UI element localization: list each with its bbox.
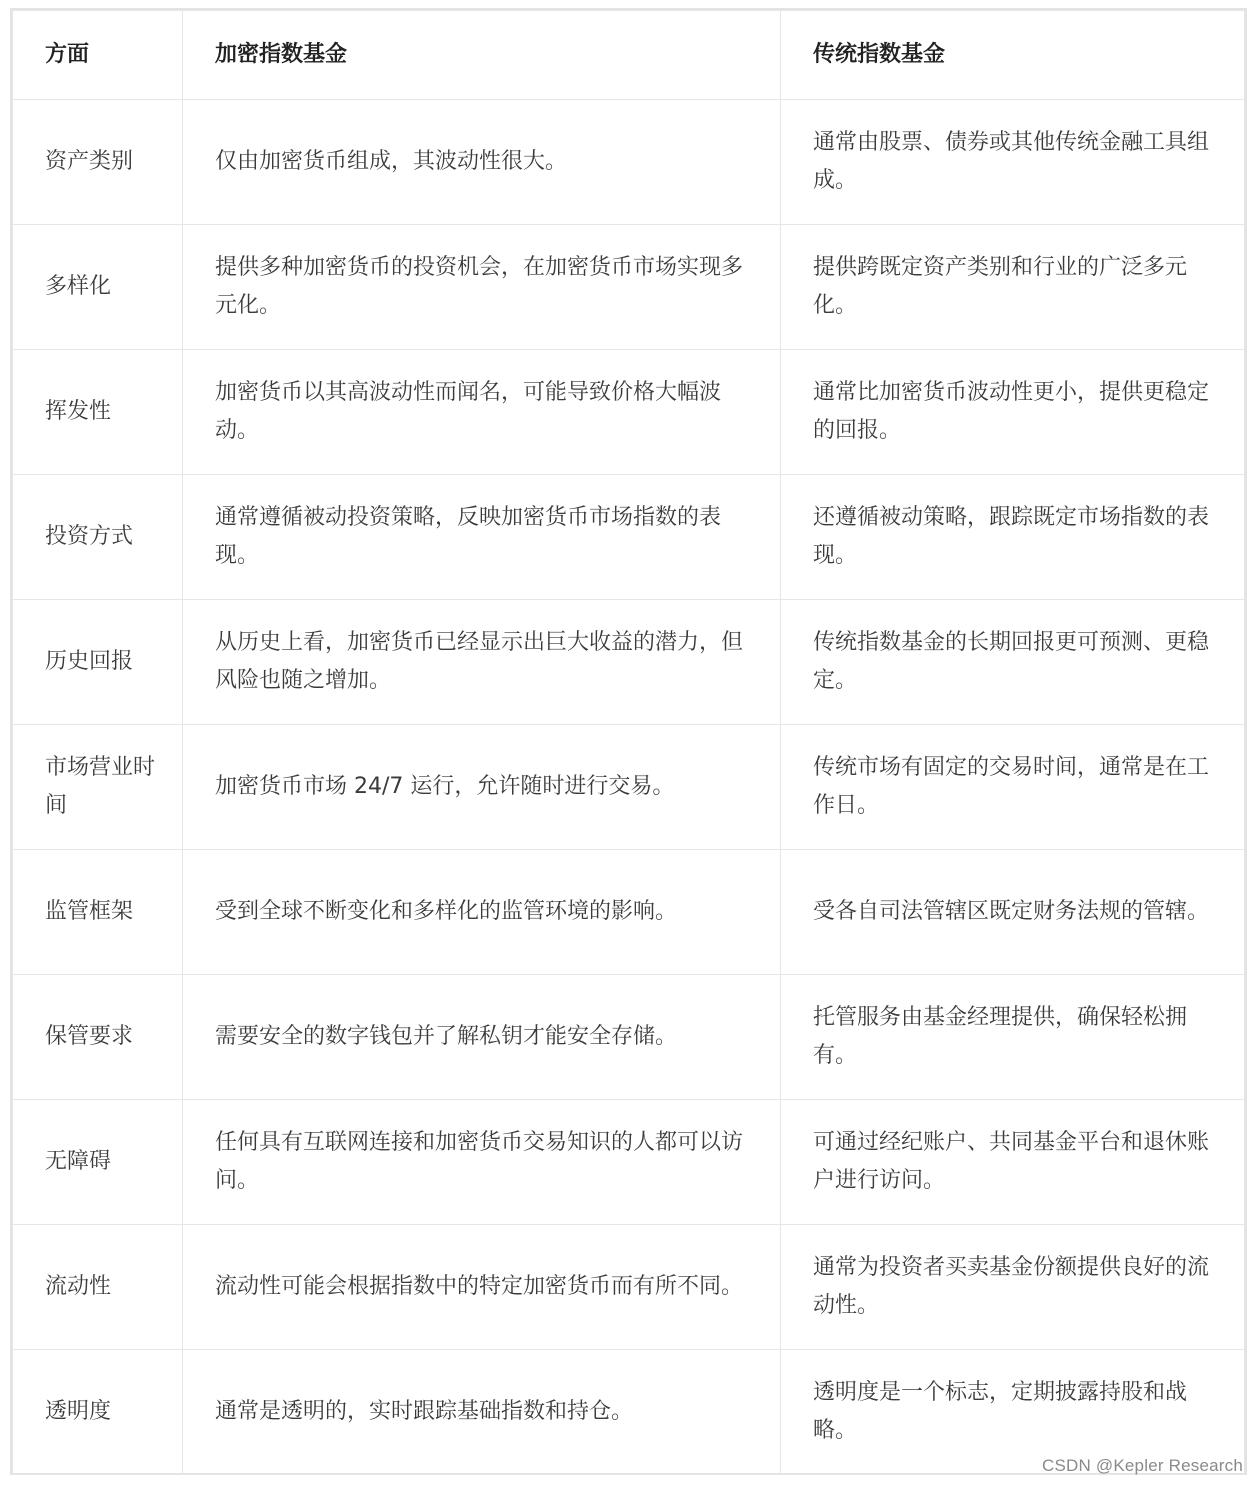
cell-traditional: 通常由股票、债券或其他传统金融工具组成。 — [781, 100, 1245, 225]
cell-aspect: 流动性 — [13, 1225, 183, 1350]
table-row — [13, 725, 1245, 850]
cell-crypto: 需要安全的数字钱包并了解私钥才能安全存储。 — [183, 975, 781, 1100]
cell-traditional: 透明度是一个标志，定期披露持股和战略。 — [781, 1350, 1245, 1475]
header-row — [13, 11, 1245, 100]
cell-aspect: 透明度 — [13, 1350, 183, 1475]
cell-aspect: 投资方式 — [13, 475, 183, 600]
table-row — [13, 975, 1245, 1100]
cell-aspect: 无障碍 — [13, 1100, 183, 1225]
cell-crypto: 通常遵循被动投资策略，反映加密货币市场指数的表现。 — [183, 475, 781, 600]
cell-crypto: 加密货币市场 24/7 运行，允许随时进行交易。 — [183, 725, 781, 850]
cell-aspect: 资产类别 — [13, 100, 183, 225]
cell-aspect: 多样化 — [13, 225, 183, 350]
table-row — [13, 100, 1245, 225]
cell-aspect: 监管框架 — [13, 850, 183, 975]
table-body — [13, 100, 1245, 1475]
header-crypto-index-fund: 加密指数基金 — [183, 11, 781, 100]
cell-aspect: 历史回报 — [13, 600, 183, 725]
cell-traditional: 通常比加密货币波动性更小，提供更稳定的回报。 — [781, 350, 1245, 475]
cell-aspect: 市场营业时间 — [13, 725, 183, 850]
table-row — [13, 850, 1245, 975]
cell-crypto: 加密货币以其高波动性而闻名，可能导致价格大幅波动。 — [183, 350, 781, 475]
cell-traditional: 还遵循被动策略，跟踪既定市场指数的表现。 — [781, 475, 1245, 600]
cell-aspect: 挥发性 — [13, 350, 183, 475]
table-row — [13, 1225, 1245, 1350]
table-row — [13, 600, 1245, 725]
cell-traditional: 传统指数基金的长期回报更可预测、更稳定。 — [781, 600, 1245, 725]
cell-crypto: 任何具有互联网连接和加密货币交易知识的人都可以访问。 — [183, 1100, 781, 1225]
cell-crypto: 流动性可能会根据指数中的特定加密货币而有所不同。 — [183, 1225, 781, 1350]
table-row — [13, 1100, 1245, 1225]
cell-traditional: 托管服务由基金经理提供，确保轻松拥有。 — [781, 975, 1245, 1100]
table-row — [13, 225, 1245, 350]
header-traditional-index-fund: 传统指数基金 — [781, 11, 1245, 100]
cell-crypto: 提供多种加密货币的投资机会，在加密货币市场实现多元化。 — [183, 225, 781, 350]
cell-traditional: 可通过经纪账户、共同基金平台和退休账户进行访问。 — [781, 1100, 1245, 1225]
comparison-table-container — [10, 8, 1247, 1475]
csdn-watermark: CSDN @Kepler Research — [1042, 1456, 1243, 1475]
cell-crypto: 受到全球不断变化和多样化的监管环境的影响。 — [183, 850, 781, 975]
cell-traditional: 通常为投资者买卖基金份额提供良好的流动性。 — [781, 1225, 1245, 1350]
cell-traditional: 受各自司法管辖区既定财务法规的管辖。 — [781, 850, 1245, 975]
table-row — [13, 475, 1245, 600]
header-aspect: 方面 — [13, 11, 183, 100]
cell-aspect: 保管要求 — [13, 975, 183, 1100]
table-row — [13, 350, 1245, 475]
cell-crypto: 从历史上看，加密货币已经显示出巨大收益的潜力，但风险也随之增加。 — [183, 600, 781, 725]
cell-traditional: 提供跨既定资产类别和行业的广泛多元化。 — [781, 225, 1245, 350]
table-header — [13, 11, 1245, 100]
comparison-table — [12, 10, 1245, 1475]
cell-traditional: 传统市场有固定的交易时间，通常是在工作日。 — [781, 725, 1245, 850]
cell-crypto: 仅由加密货币组成，其波动性很大。 — [183, 100, 781, 225]
cell-crypto: 通常是透明的，实时跟踪基础指数和持仓。 — [183, 1350, 781, 1475]
